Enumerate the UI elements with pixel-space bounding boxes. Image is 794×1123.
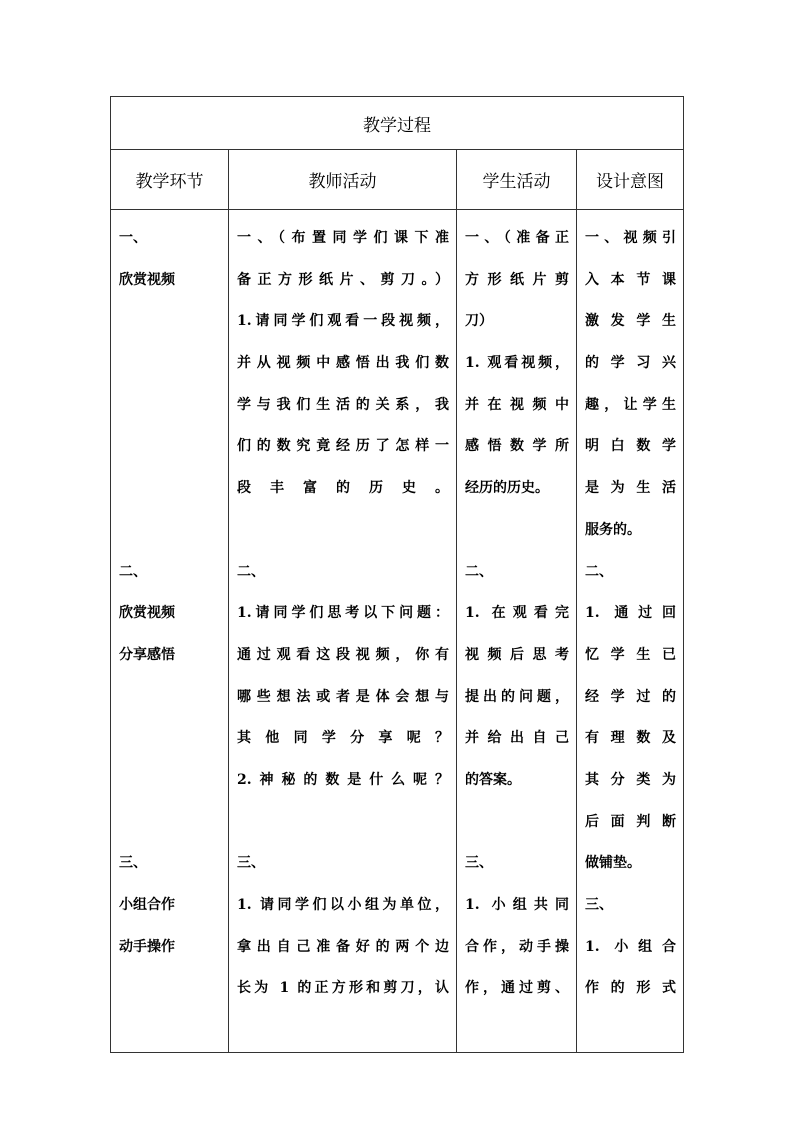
cell-line: 经历的历史。: [465, 480, 549, 497]
cell-line: 1. 请同学们以小组为单位，: [237, 897, 449, 913]
body-row: [111, 210, 684, 1053]
cell-line: [237, 802, 449, 844]
header-stage: 教学环节: [111, 150, 229, 210]
cell-line: 一、（布置同学们课下准: [237, 230, 449, 246]
cell-line: 通过观看这段视频，你有: [237, 646, 449, 663]
cell-line: [119, 301, 221, 343]
cell-line: 1. 小组共同: [465, 897, 569, 913]
cell-line: [465, 510, 569, 552]
cell-line: 经学过的: [585, 688, 676, 705]
cell-line: 分享感悟: [119, 646, 175, 663]
cell-line: [465, 802, 569, 844]
cell-line: 一、: [119, 230, 147, 246]
cell-line: 二、: [119, 563, 147, 580]
cell-line: [119, 677, 221, 719]
cell-line: 入本节课: [585, 271, 676, 288]
cell-line: 哪些想法或者是体会想与: [237, 688, 449, 705]
cell-line: 欣赏视频: [119, 271, 175, 288]
cell-line: 二、: [465, 563, 493, 580]
cell-line: 后面判断: [585, 813, 676, 830]
table-title: 教学过程: [111, 97, 684, 150]
cell-line: 明白数学: [585, 438, 676, 455]
design-intent-column: [577, 210, 684, 1053]
cell-line: 是为生活: [585, 480, 676, 497]
cell-line: 1.请同学们观看一段视频，: [237, 313, 449, 330]
cell-line: 们的数究竟经历了怎样一: [237, 438, 449, 455]
cell-line: [119, 802, 221, 844]
cell-line: 其他同学分享呢？: [237, 730, 449, 747]
cell-line: 1. 观看视频，: [465, 355, 569, 372]
cell-line: 二、: [237, 563, 265, 580]
cell-line: 三、: [465, 855, 493, 872]
cell-line: 并从视频中感悟出我们数: [237, 355, 449, 372]
cell-line: 小组合作: [119, 897, 175, 913]
cell-line: [119, 718, 221, 760]
cell-line: [119, 343, 221, 385]
header-row: [111, 150, 684, 210]
header-student-activity: 学生活动: [457, 150, 577, 210]
cell-line: [119, 1010, 221, 1052]
cell-line: 的答案。: [465, 771, 521, 788]
cell-line: 刀）: [465, 313, 493, 330]
cell-line: 三、: [119, 855, 147, 872]
cell-line: 忆学生已: [585, 646, 676, 663]
cell-line: 1. 小组合: [585, 938, 676, 955]
cell-line: [119, 426, 221, 468]
stage-column: [111, 210, 229, 1053]
cell-line: 方形纸片剪: [465, 271, 569, 288]
cell-line: 的学习兴: [585, 355, 676, 372]
cell-line: 有理数及: [585, 730, 676, 747]
title-row: [111, 97, 684, 150]
cell-line: 作的形式: [585, 980, 676, 997]
cell-line: [119, 760, 221, 802]
cell-line: 一、（准备正: [465, 230, 569, 246]
cell-line: 2.神秘的数是什么呢？: [237, 771, 449, 788]
cell-line: [119, 468, 221, 510]
cell-line: 动手操作: [119, 938, 175, 955]
cell-line: 长为 1 的正方形和剪刀，认: [237, 980, 449, 997]
cell-line: 并在视频中: [465, 396, 569, 413]
teaching-process-table: [110, 96, 684, 1053]
cell-line: 1. 通过回: [585, 605, 676, 622]
student-activity-column: [457, 210, 577, 1053]
cell-line: 其分类为: [585, 771, 676, 788]
cell-line: 提出的问题，: [465, 688, 569, 705]
cell-line: 三、: [585, 897, 613, 913]
cell-line: 视频后思考: [465, 646, 569, 663]
cell-line: 感悟数学所: [465, 438, 569, 455]
cell-line: 备正方形纸片、剪刀。）: [237, 271, 449, 288]
cell-line: 二、: [585, 563, 613, 580]
cell-line: [237, 1010, 449, 1052]
cell-line: [119, 385, 221, 427]
cell-line: 段丰富的历史。: [237, 480, 449, 497]
cell-line: 一、视频引: [585, 230, 676, 246]
cell-line: 做铺垫。: [585, 855, 641, 872]
cell-line: [237, 510, 449, 552]
cell-line: 拿出自己准备好的两个边: [237, 938, 449, 955]
cell-line: 激发学生: [585, 313, 676, 330]
teacher-activity-column: [229, 210, 457, 1053]
cell-line: 欣赏视频: [119, 605, 175, 622]
cell-line: [465, 1010, 569, 1052]
cell-line: [119, 968, 221, 1010]
cell-line: 1.请同学们思考以下问题：: [237, 605, 449, 622]
cell-line: 合作，动手操: [465, 938, 569, 955]
cell-line: 学与我们生活的关系，我: [237, 396, 449, 413]
cell-line: [585, 1010, 676, 1052]
cell-line: [119, 510, 221, 552]
cell-line: 三、: [237, 855, 265, 872]
header-teacher-activity: 教师活动: [229, 150, 457, 210]
cell-line: 作，通过剪、: [465, 980, 569, 997]
cell-line: 趣，让学生: [585, 396, 676, 413]
cell-line: 服务的。: [585, 521, 641, 538]
header-design-intent: 设计意图: [577, 150, 684, 210]
cell-line: 1. 在观看完: [465, 605, 569, 622]
cell-line: 并给出自己: [465, 730, 569, 747]
